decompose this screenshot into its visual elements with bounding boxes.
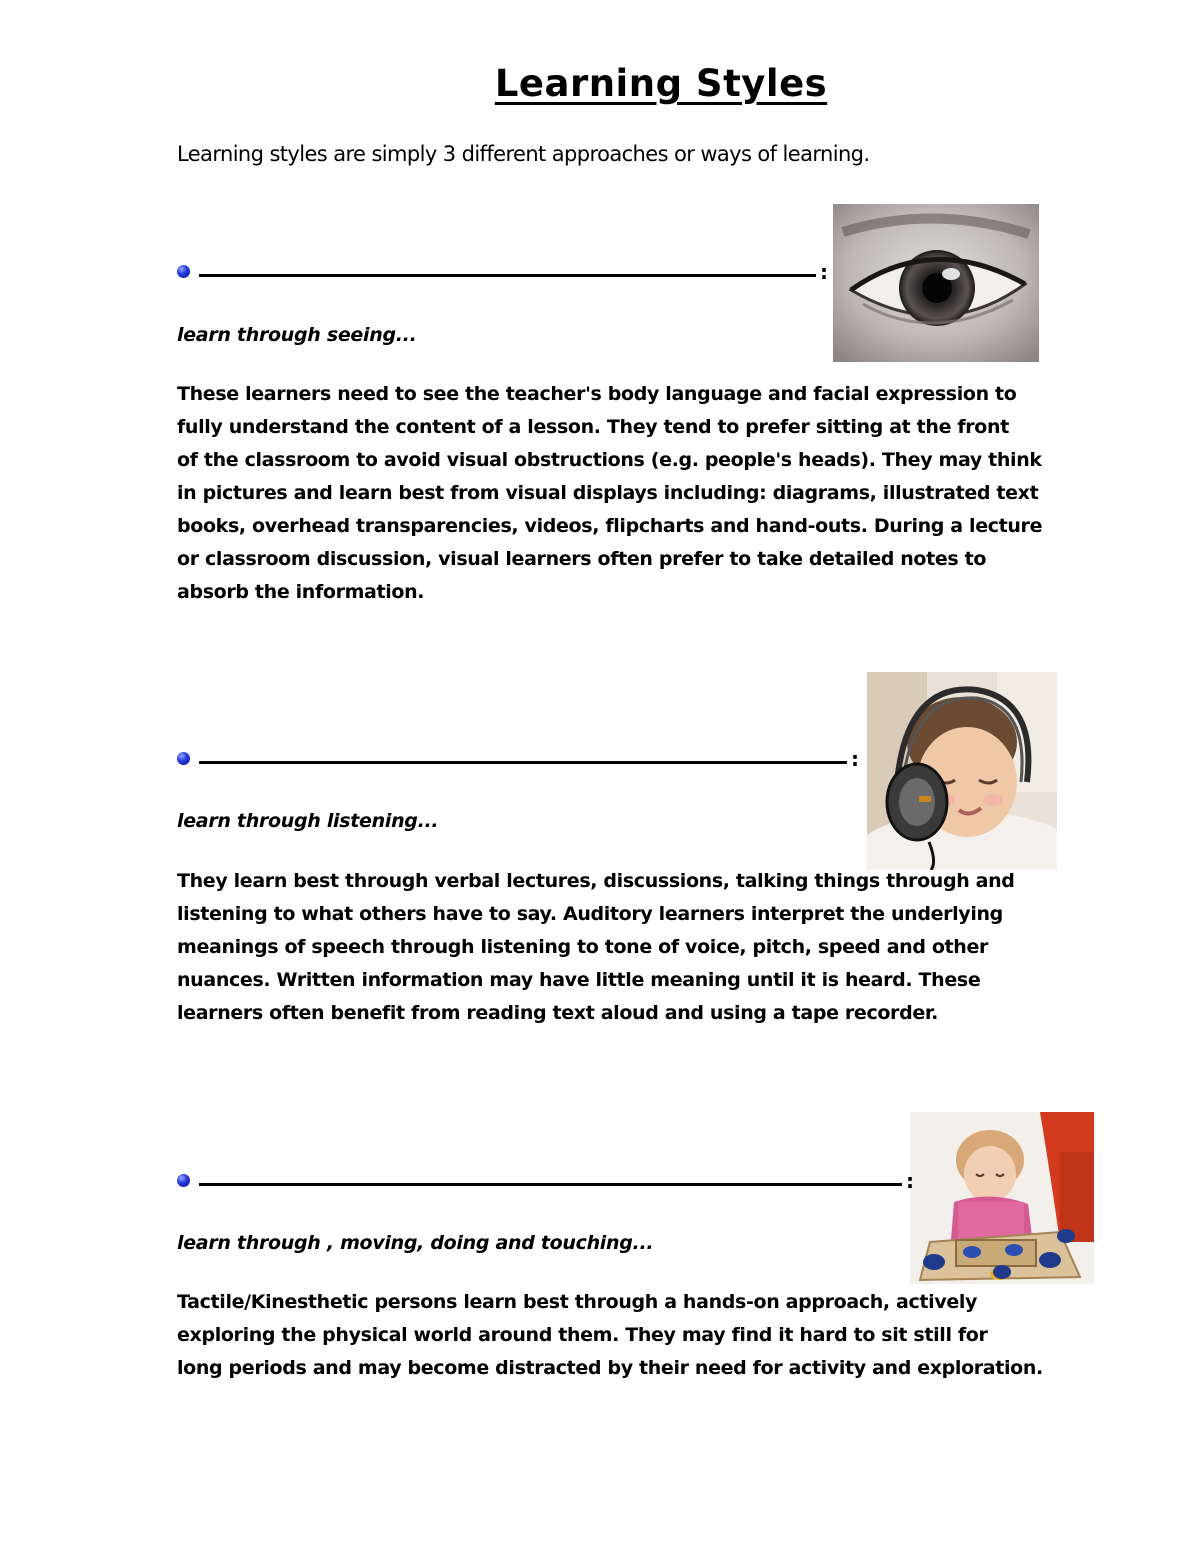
paragraph-line: listening to what others have to say. Auditory learners interpret the underlying — [177, 903, 1003, 925]
answer-line-visual[interactable] — [177, 262, 828, 282]
paragraph-line: absorb the information. — [177, 581, 425, 603]
answer-line-kinesthetic[interactable] — [177, 1171, 914, 1191]
subheading-auditory: learn through listening... — [177, 810, 439, 832]
paragraph-auditory — [177, 865, 1015, 1030]
paragraph-line: exploring the physical world around them. They may find it hard to sit still for — [177, 1324, 988, 1346]
bullet-icon — [177, 752, 190, 765]
subheading-kinesthetic: learn through , moving, doing and touching... — [177, 1232, 654, 1254]
paragraph-line: or classroom discussion, visual learners often prefer to take detailed notes to — [177, 548, 987, 570]
intro-text: Learning styles are simply 3 different approaches or ways of learning. — [177, 142, 870, 166]
paragraph-line: long periods and may become distracted by their need for activity and exploration. — [177, 1357, 1043, 1379]
colon: : — [906, 1169, 914, 1193]
paragraph-kinesthetic — [177, 1286, 1043, 1385]
colon: : — [820, 260, 828, 284]
child-with-headphones-photo — [867, 672, 1057, 870]
child-playing-with-blocks-photo — [910, 1112, 1094, 1284]
blank-underline — [199, 1183, 902, 1186]
paragraph-line: meanings of speech through listening to tone of voice, pitch, speed and other — [177, 936, 989, 958]
page-title: Learning Styles — [494, 62, 828, 105]
paragraph-line: in pictures and learn best from visual displays including: diagrams, illustrated text — [177, 482, 1039, 504]
paragraph-line: learners often benefit from reading text aloud and using a tape recorder. — [177, 1002, 939, 1024]
eye-photo — [833, 204, 1039, 362]
blank-underline — [199, 761, 847, 764]
bullet-icon — [177, 265, 190, 278]
subheading-visual: learn through seeing... — [177, 324, 417, 346]
blank-underline — [199, 274, 816, 277]
paragraph-line: fully understand the content of a lesson. They tend to prefer sitting at the front — [177, 416, 1009, 438]
paragraph-visual — [177, 378, 1042, 609]
paragraph-line: These learners need to see the teacher's body language and facial expression to — [177, 383, 1017, 405]
paragraph-line: of the classroom to avoid visual obstructions (e.g. people's heads). They may think — [177, 449, 1042, 471]
paragraph-line: nuances. Written information may have little meaning until it is heard. These — [177, 969, 981, 991]
paragraph-line: books, overhead transparencies, videos, flipcharts and hand-outs. During a lecture — [177, 515, 1043, 537]
paragraph-line: Tactile/Kinesthetic persons learn best through a hands-on approach, actively — [177, 1291, 978, 1313]
paragraph-line: They learn best through verbal lectures, discussions, talking things through and — [177, 870, 1015, 892]
bullet-icon — [177, 1174, 190, 1187]
colon: : — [851, 747, 859, 771]
answer-line-auditory[interactable] — [177, 749, 859, 769]
